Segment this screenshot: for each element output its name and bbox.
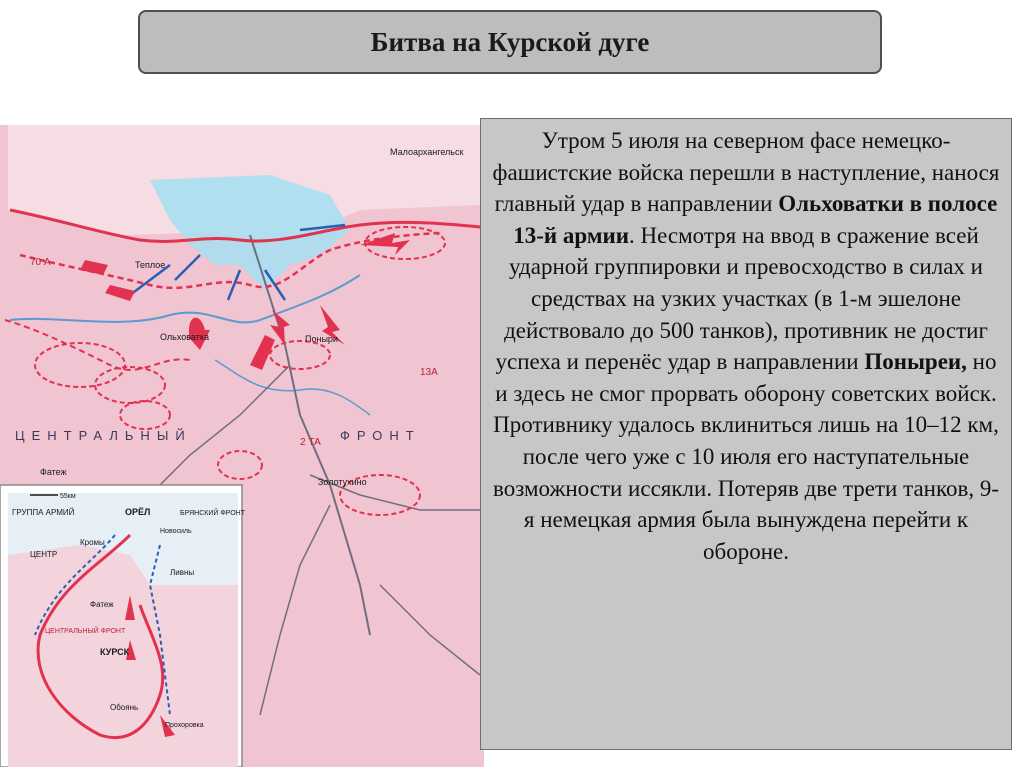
inset-label-novosil: Новосиль: [160, 528, 192, 535]
map-label-army-70: 70 А: [30, 257, 51, 268]
body-bold-1: Ольховатки в полосе 13-й армии: [513, 191, 998, 248]
body-text-3: но и здесь не смог прорвать оборону советских войск. Противнику удалось вклиниться лишь на 10–12 км, после чего уже с 10 июля его наступательные возможности иссякли. Потеряв две трети танков, 9-я немецкая армия была вынуждена перейти к обороне.: [493, 349, 999, 564]
map-label-ponyri: Поныри: [305, 334, 338, 344]
inset-label-kromy: Кромы: [80, 538, 105, 547]
body-bold-2: Поныреи,: [864, 349, 967, 375]
inset-label-army-group: ГРУППА АРМИЙ: [12, 508, 75, 517]
inset-map: [0, 485, 246, 767]
map-label-army-2ta: 2 ТА: [300, 437, 321, 448]
map-label-fatezh: Фатеж: [40, 467, 67, 477]
map-label-teploe: Теплое: [135, 260, 166, 270]
body-paragraph: [491, 125, 1001, 567]
map-label-zolotukhino: Золотухино: [318, 477, 367, 487]
inset-label-oboyan: Обоянь: [110, 703, 139, 712]
inset-label-bryansk-front: БРЯНСКИЙ ФРОНТ: [180, 510, 245, 517]
inset-label-prokhorovka: Прохоровка: [165, 722, 204, 729]
body-text-2: . Несмотря на ввод в сражение всей ударной группировки и превосходство в силах и средствах на узких участках (в 1-м эшелоне действовало до 500 танков), противник не достиг успеха и перенёс удар в направлении: [495, 222, 988, 375]
map-label-maloarkhangelsk: Малоархангельск: [390, 147, 464, 157]
inset-label-oryol: ОРЁЛ: [125, 507, 151, 517]
inset-label-central-front: ЦЕНТРАЛЬНЫЙ ФРОНТ: [45, 628, 126, 635]
inset-scale-label: 55км: [60, 493, 76, 500]
inset-label-livny: Ливны: [170, 568, 195, 577]
map-label-army-13: 13А: [420, 367, 438, 378]
text-panel: [480, 118, 1012, 750]
inset-label-fatezh: Фатеж: [90, 600, 114, 609]
kursk-battle-map: [0, 115, 484, 767]
inset-label-kursk: КУРСК: [100, 647, 130, 657]
map-label-olkhovatka: Ольховатка: [160, 332, 209, 342]
inset-label-center: ЦЕНТР: [30, 550, 58, 559]
map-label-front-name: ЦЕНТРАЛЬНЫЙ: [15, 428, 192, 443]
map-label-front-word: ФРОНТ: [340, 428, 421, 443]
slide-title: Битва на Курской дуге: [370, 26, 650, 57]
title-banner: [138, 10, 882, 74]
body-text-1: Утром 5 июля на северном фасе немецко-фашистские войска перешли в наступление, нанося главный удар в направлении: [492, 128, 1000, 217]
